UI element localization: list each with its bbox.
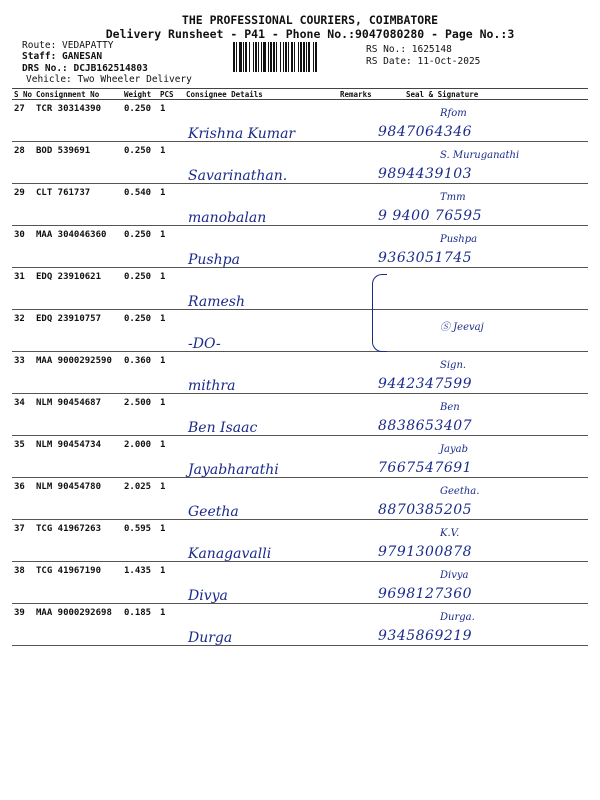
consignment-number: EDQ 23910621 bbox=[34, 268, 122, 310]
weight-cell: 2.000 bbox=[122, 436, 158, 478]
table-row bbox=[12, 604, 588, 646]
phone-handwriting: 9 9400 76595 bbox=[378, 208, 482, 224]
consignee-handwriting: Kanagavalli bbox=[188, 546, 272, 562]
consignment-number: NLM 90454780 bbox=[34, 478, 122, 520]
signature-handwriting: Sign. bbox=[440, 360, 467, 371]
sno-cell: 28 bbox=[12, 142, 34, 184]
remarks-cell bbox=[338, 352, 376, 394]
sno-cell: 39 bbox=[12, 604, 34, 646]
column-header: Seal & Signature bbox=[376, 89, 588, 100]
weight-cell: 2.500 bbox=[122, 394, 158, 436]
weight-cell: 0.360 bbox=[122, 352, 158, 394]
weight-cell: 0.595 bbox=[122, 520, 158, 562]
column-header: Consignee Details bbox=[184, 89, 338, 100]
remarks-cell bbox=[338, 268, 376, 310]
phone-handwriting: 9894439103 bbox=[378, 166, 473, 182]
column-header: Consignment No bbox=[34, 89, 122, 100]
pcs-cell: 1 bbox=[158, 478, 184, 520]
signature-handwriting: Divya bbox=[440, 570, 469, 581]
consignment-number: NLM 90454734 bbox=[34, 436, 122, 478]
sno-cell: 36 bbox=[12, 478, 34, 520]
phone-handwriting: 8838653407 bbox=[378, 418, 473, 434]
consignee-handwriting: Divya bbox=[188, 588, 228, 604]
weight-cell: 0.250 bbox=[122, 142, 158, 184]
remarks-cell bbox=[338, 310, 376, 352]
consignee-handwriting: Durga bbox=[188, 630, 233, 646]
table-row bbox=[12, 100, 588, 142]
sno-cell: 32 bbox=[12, 310, 34, 352]
remarks-cell bbox=[338, 604, 376, 646]
rs-date: RS Date: 11-Oct-2025 bbox=[366, 56, 481, 67]
drs-label: DRS No.: DCJB162514803 bbox=[22, 63, 148, 74]
remarks-cell bbox=[338, 394, 376, 436]
remarks-cell bbox=[338, 562, 376, 604]
phone-handwriting: 9363051745 bbox=[378, 250, 473, 266]
signature-cell bbox=[376, 268, 588, 310]
remarks-cell bbox=[338, 184, 376, 226]
consignment-number: NLM 90454687 bbox=[34, 394, 122, 436]
signature-handwriting: Geetha. bbox=[440, 486, 480, 497]
weight-cell: 0.250 bbox=[122, 226, 158, 268]
table-row bbox=[12, 478, 588, 520]
consignment-number: TCG 41967190 bbox=[34, 562, 122, 604]
consignee-handwriting: Ramesh bbox=[188, 294, 245, 310]
consignee-handwriting: Pushpa bbox=[188, 252, 240, 268]
consignee-handwriting: mithra bbox=[188, 378, 236, 394]
consignment-number: MAA 9000292590 bbox=[34, 352, 122, 394]
table-row bbox=[12, 562, 588, 604]
table-row bbox=[12, 394, 588, 436]
consignment-number: EDQ 23910757 bbox=[34, 310, 122, 352]
pcs-cell: 1 bbox=[158, 100, 184, 142]
staff-label: Staff: GANESAN bbox=[22, 51, 103, 62]
weight-cell: 1.435 bbox=[122, 562, 158, 604]
remarks-cell bbox=[338, 436, 376, 478]
table-row bbox=[12, 184, 588, 226]
phone-handwriting: 9791300878 bbox=[378, 544, 473, 560]
phone-handwriting: 7667547691 bbox=[378, 460, 473, 476]
consignment-number: BOD 539691 bbox=[34, 142, 122, 184]
sno-cell: 38 bbox=[12, 562, 34, 604]
consignee-handwriting: -DO- bbox=[188, 336, 221, 352]
pcs-cell: 1 bbox=[158, 394, 184, 436]
column-header: Remarks bbox=[338, 89, 376, 100]
consignee-handwriting: Krishna Kumar bbox=[188, 126, 296, 142]
signature-handwriting: Ben bbox=[440, 402, 460, 413]
consignment-number: TCR 30314390 bbox=[34, 100, 122, 142]
sno-cell: 29 bbox=[12, 184, 34, 226]
table-header-row bbox=[12, 89, 588, 100]
table-row bbox=[12, 436, 588, 478]
table-row bbox=[12, 268, 588, 310]
phone-handwriting: 9847064346 bbox=[378, 124, 473, 140]
phone-handwriting: 8870385205 bbox=[378, 502, 473, 518]
weight-cell: 0.250 bbox=[122, 310, 158, 352]
weight-cell: 2.025 bbox=[122, 478, 158, 520]
sno-cell: 30 bbox=[12, 226, 34, 268]
pcs-cell: 1 bbox=[158, 268, 184, 310]
pcs-cell: 1 bbox=[158, 520, 184, 562]
signature-handwriting: Tmm bbox=[440, 192, 466, 203]
remarks-cell bbox=[338, 520, 376, 562]
route-label: Route: VEDAPATTY bbox=[22, 40, 114, 51]
weight-cell: 0.250 bbox=[122, 100, 158, 142]
table-row bbox=[12, 226, 588, 268]
sno-cell: 33 bbox=[12, 352, 34, 394]
pcs-cell: 1 bbox=[158, 352, 184, 394]
consignment-table bbox=[12, 88, 588, 646]
sno-cell: 35 bbox=[12, 436, 34, 478]
pcs-cell: 1 bbox=[158, 562, 184, 604]
grouping-brace-icon bbox=[372, 274, 387, 352]
pcs-cell: 1 bbox=[158, 226, 184, 268]
column-header: PCS bbox=[158, 89, 184, 100]
consignee-handwriting: Geetha bbox=[188, 504, 239, 520]
consignment-number: MAA 304046360 bbox=[34, 226, 122, 268]
phone-handwriting: 9345869219 bbox=[378, 628, 473, 644]
signature-handwriting: Ⓢ Jeevaj bbox=[440, 322, 484, 333]
table-row bbox=[12, 520, 588, 562]
pcs-cell: 1 bbox=[158, 310, 184, 352]
remarks-cell bbox=[338, 226, 376, 268]
consignee-handwriting: Savarinathan. bbox=[188, 168, 288, 184]
phone-handwriting: 9698127360 bbox=[378, 586, 473, 602]
sno-cell: 34 bbox=[12, 394, 34, 436]
pcs-cell: 1 bbox=[158, 604, 184, 646]
rs-number: RS No.: 1625148 bbox=[366, 44, 452, 55]
table-row bbox=[12, 142, 588, 184]
weight-cell: 0.540 bbox=[122, 184, 158, 226]
remarks-cell bbox=[338, 142, 376, 184]
consignment-number: MAA 9000292698 bbox=[34, 604, 122, 646]
pcs-cell: 1 bbox=[158, 184, 184, 226]
sno-cell: 27 bbox=[12, 100, 34, 142]
signature-handwriting: Pushpa bbox=[440, 234, 478, 245]
consignee-handwriting: Ben Isaac bbox=[188, 420, 258, 436]
signature-handwriting: K.V. bbox=[440, 528, 460, 539]
remarks-cell bbox=[338, 478, 376, 520]
consignment-number: CLT 761737 bbox=[34, 184, 122, 226]
signature-handwriting: Jayab bbox=[440, 444, 468, 455]
sno-cell: 37 bbox=[12, 520, 34, 562]
phone-handwriting: 9442347599 bbox=[378, 376, 473, 392]
consignment-number: TCG 41967263 bbox=[34, 520, 122, 562]
vehicle-label: Vehicle: Two Wheeler Delivery bbox=[26, 74, 192, 85]
sno-cell: 31 bbox=[12, 268, 34, 310]
weight-cell: 0.185 bbox=[122, 604, 158, 646]
consignee-handwriting: manobalan bbox=[188, 210, 267, 226]
column-header: S No bbox=[14, 89, 33, 99]
pcs-cell: 1 bbox=[158, 436, 184, 478]
weight-cell: 0.250 bbox=[122, 268, 158, 310]
signature-handwriting: Durga. bbox=[440, 612, 475, 623]
consignee-handwriting: Jayabharathi bbox=[188, 462, 279, 478]
column-header: Weight bbox=[122, 89, 158, 100]
signature-handwriting: S. Muruganathi bbox=[440, 150, 520, 161]
table-row bbox=[12, 310, 588, 352]
signature-handwriting: Rfom bbox=[440, 108, 467, 119]
pcs-cell: 1 bbox=[158, 142, 184, 184]
barcode-image bbox=[233, 42, 361, 72]
remarks-cell bbox=[338, 100, 376, 142]
runsheet-title: Delivery Runsheet - P41 - Phone No.:9047080280 - Page No.:3 bbox=[105, 27, 515, 41]
table-row bbox=[12, 352, 588, 394]
company-title: THE PROFESSIONAL COURIERS, COIMBATORE bbox=[181, 13, 439, 27]
